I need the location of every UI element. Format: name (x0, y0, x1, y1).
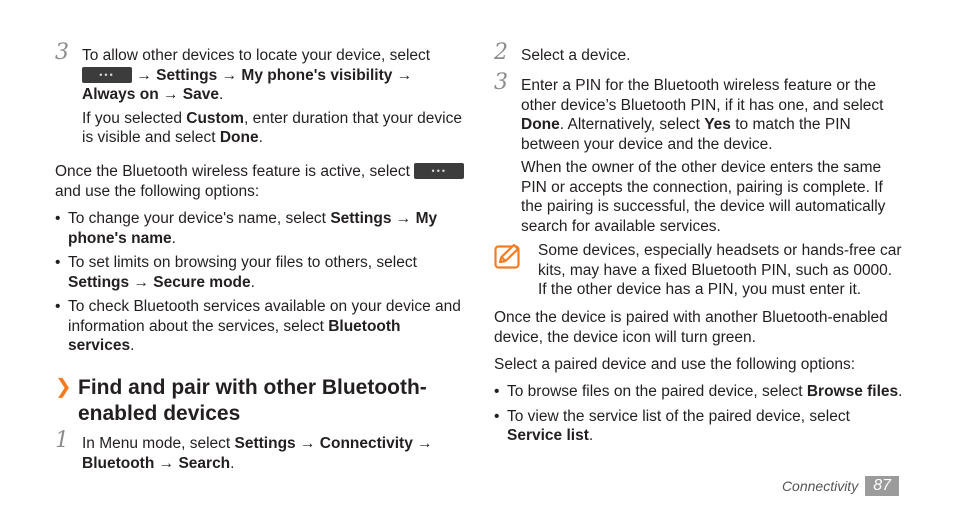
menu-key-icon: ••• (82, 67, 132, 83)
select-paired-paragraph: Select a paired device and use the following options: (494, 356, 856, 373)
list-item: • To change your device's name, select Settings → My phone's name. (55, 210, 438, 247)
section-title: Find and pair with other Bluetooth-enabled devices (78, 376, 427, 425)
note-text: Some devices, especially headsets or hands-free car kits, may have a fixed Bluetooth PIN, such as 0000. If the other device has a PIN, you must enter it. (538, 242, 902, 298)
note-pencil-icon (494, 243, 522, 269)
step-number: 1 (55, 428, 69, 453)
step-3-enter-pin: 3 Enter a PIN for the Bluetooth wireless feature or the other device’s Bluetooth PIN, if it has one, and select Done. Alternatively, select Yes to match the PIN between your device and the device. When the owner of the other device enters the same PIN or accepts the connection, pairing is complete. If the pairing is successful, the device will automatically search for available services. (494, 76, 904, 236)
footer-section-name: Connectivity (781, 478, 859, 494)
note-box (494, 241, 904, 300)
step-2-select-device: 2 Select a device. (494, 40, 631, 65)
list-item: • To check Bluetooth services available on your device and information about the services, select Bluetooth services. (55, 298, 461, 354)
page-number: 87 (865, 476, 899, 496)
options-list (55, 209, 465, 361)
step-3-subnote: If you selected Custom, enter duration that your device is visible and select Done. (82, 109, 462, 146)
pairing-subnote: When the owner of the other device enters the same PIN or accepts the connection, pairing is complete. If the pairing is successful, the device will automatically search for available services. (521, 159, 886, 235)
settings-label: Settings (156, 66, 218, 84)
page-footer (782, 476, 899, 496)
list-item: • To browse files on the paired device, select Browse files. (494, 383, 903, 400)
list-item: • To set limits on browsing your files to others, select Settings → Secure mode. (55, 254, 417, 291)
active-paragraph: Once the Bluetooth wireless feature is active, select ••• and use the following options: (55, 162, 465, 201)
always-on-label: Always on (82, 86, 159, 103)
save-label: Save (182, 86, 219, 103)
paired-paragraph: Once the device is paired with another Bluetooth-enabled device, the device icon will turn green. (494, 309, 888, 346)
step-3-visibility: 3 To allow other devices to locate your device, select ••• → Settings → My phone's visibility → Always on → Save. If you selected Custom, enter duration that your device is visible and select Done. (55, 46, 465, 148)
step-1-search: 1 In Menu mode, select Settings → Connectivity → Bluetooth → Search. (55, 428, 433, 472)
menu-key-icon: ••• (414, 163, 464, 179)
step-number: 3 (494, 70, 508, 95)
step-number: 3 (55, 40, 69, 65)
list-item: • To view the service list of the paired device, select Service list. (494, 407, 850, 444)
chevron-right-icon: ❯ (55, 376, 72, 398)
step-number: 2 (494, 40, 508, 65)
section-heading (55, 375, 465, 427)
paired-options-list (494, 382, 904, 451)
visibility-label: My phone's visibility (241, 66, 393, 84)
